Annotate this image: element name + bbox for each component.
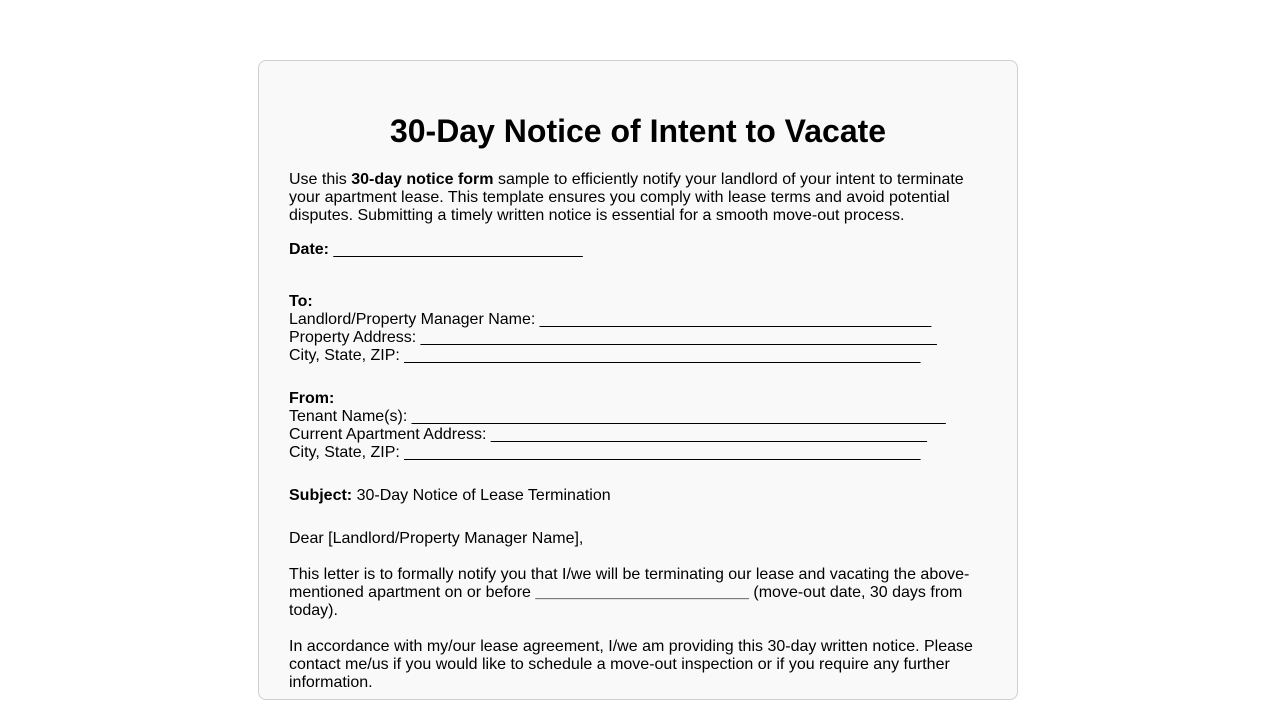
move-out-date-blank: ________________________ [535, 584, 749, 601]
from-section [289, 390, 987, 462]
from-heading: From: [289, 390, 335, 407]
from-field-current-address: Current Apartment Address: _________________________________________________ [289, 426, 927, 443]
date-field [289, 241, 987, 259]
document-card [258, 60, 1018, 700]
subject-line [289, 487, 987, 505]
agreement-paragraph: In accordance with my/our lease agreement, I/we am providing this 30-day written notice. Please contact me/us if you would like to schedule a move-out inspection or if you require any further information. [289, 638, 973, 691]
date-blank: ____________________________ [333, 241, 583, 258]
intro-bold-phrase: 30-day notice form [351, 171, 494, 188]
document-body [289, 171, 987, 710]
to-field-property-address: Property Address: __________________________________________________________ [289, 329, 937, 346]
intro-paragraph: Use this 30-day notice form sample to efficiently notify your landlord of your intent to terminate your apartment lease. This template ensures you comply with lease terms and avoid potential disputes. Submitting a timely written notice is essential for a smooth move-out process. [289, 171, 964, 224]
page-title: 30-Day Notice of Intent to Vacate [389, 113, 887, 149]
subject-label: Subject: [289, 487, 353, 504]
notice-paragraph: This letter is to formally notify you that I/we will be terminating our lease and vacating the above-mentioned apartment on or before ________________________ (move-out date, 30 days from today). [289, 566, 970, 619]
from-field-tenant-names: Tenant Name(s): ____________________________________________________________ [289, 408, 946, 425]
from-field-city-state-zip: City, State, ZIP: __________________________________________________________ [289, 444, 921, 461]
subject-value: 30-Day Notice of Lease Termination [352, 487, 611, 504]
to-section [289, 293, 987, 365]
to-field-landlord-name: Landlord/Property Manager Name: ____________________________________________ [289, 311, 932, 328]
to-field-city-state-zip: City, State, ZIP: __________________________________________________________ [289, 347, 921, 364]
date-label: Date: [289, 241, 330, 258]
to-heading: To: [289, 293, 313, 310]
greeting: Dear [Landlord/Property Manager Name], [289, 530, 584, 547]
